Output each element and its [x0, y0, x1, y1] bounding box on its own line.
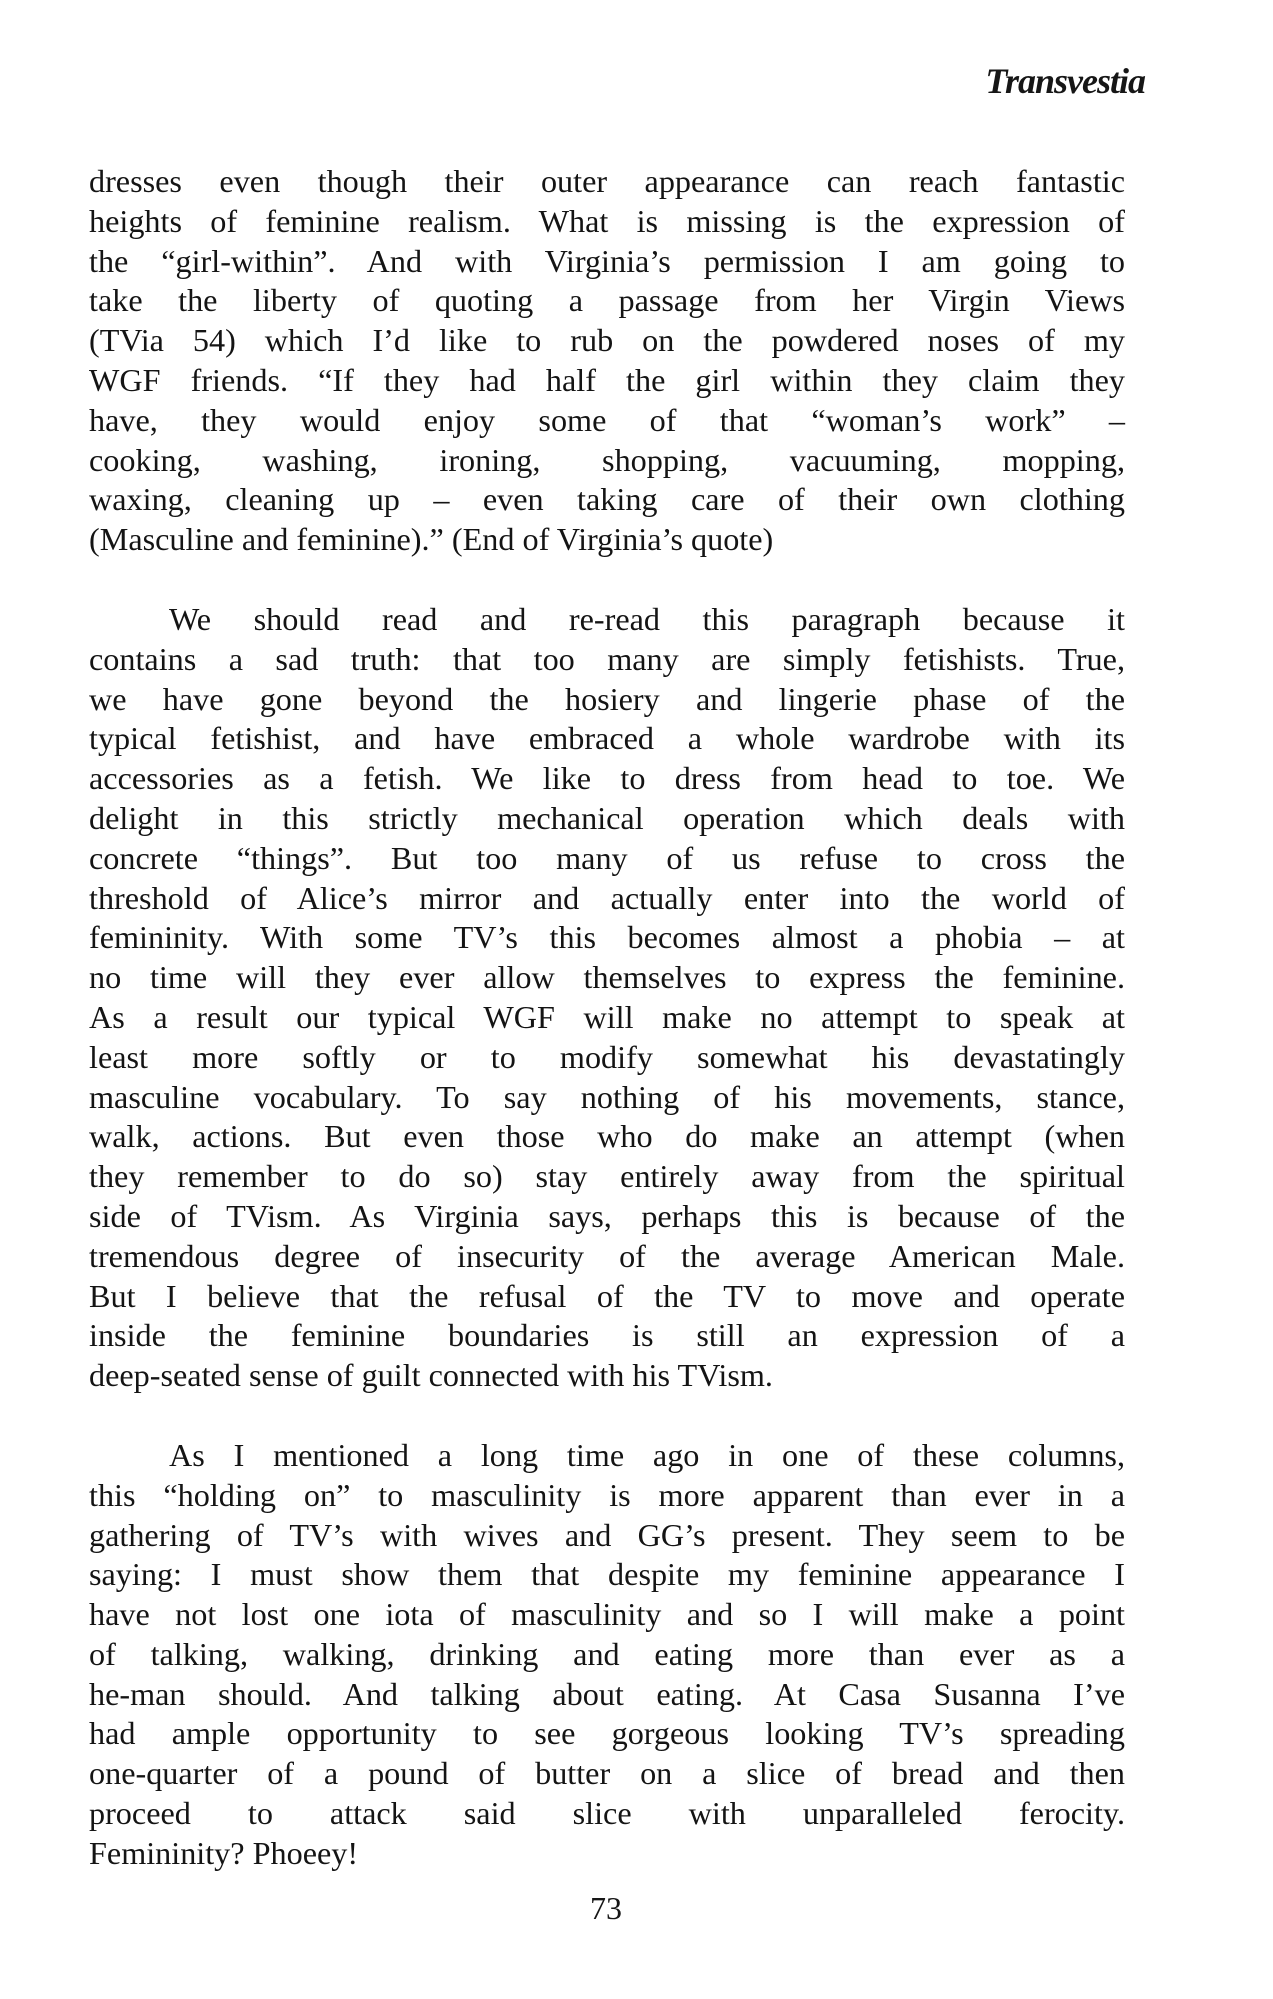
text-line: contains a sad truth: that too many are simply fetishists. True,	[89, 640, 1125, 677]
text-line: have, they would enjoy some of that “woman’s work” –	[89, 401, 1125, 438]
text-line: dresses even though their outer appearance can reach fantastic	[89, 163, 1125, 199]
text-line: delight in this strictly mechanical operation which deals with	[89, 799, 1125, 836]
text-line: he-man should. And talking about eating. At Casa Susanna I’ve	[89, 1675, 1125, 1712]
body-text	[89, 162, 1125, 1874]
text-line: gathering of TV’s with wives and GG’s present. They seem to be	[89, 1516, 1125, 1553]
text-line: waxing, cleaning up – even taking care of their own clothing	[89, 481, 1125, 518]
text-line: this “holding on” to masculinity is more apparent than ever in a	[89, 1476, 1125, 1513]
text-line: saying: I must show them that despite my feminine appearance I	[89, 1556, 1125, 1593]
text-line: no time will they ever allow themselves to express the feminine.	[89, 959, 1125, 996]
text-line: As I mentioned a long time ago in one of these columns,	[169, 1436, 1125, 1473]
running-head: Transvestia	[985, 61, 1145, 101]
text-line: side of TVism. As Virginia says, perhaps this is because of the	[89, 1197, 1125, 1234]
text-line: had ample opportunity to see gorgeous looking TV’s spreading	[89, 1715, 1125, 1752]
text-line: one-quarter of a pound of butter on a slice of bread and then	[89, 1755, 1125, 1792]
text-line: of talking, walking, drinking and eating more than ever as a	[89, 1635, 1125, 1672]
text-line: inside the feminine boundaries is still an expression of a	[89, 1317, 1125, 1354]
text-line: (Masculine and feminine).” (End of Virginia’s quote)	[89, 521, 774, 558]
text-line: masculine vocabulary. To say nothing of his movements, stance,	[89, 1078, 1125, 1115]
text-line: the “girl-within”. And with Virginia’s permission I am going to	[89, 242, 1125, 279]
paragraph-3	[89, 1436, 1125, 1874]
text-line: tremendous degree of insecurity of the average American Male.	[89, 1237, 1125, 1274]
text-line: we have gone beyond the hosiery and lingerie phase of the	[89, 680, 1125, 717]
paragraph-1	[89, 162, 1125, 560]
text-line: But I believe that the refusal of the TV to move and operate	[89, 1277, 1125, 1314]
text-line: We should read and re-read this paragraph because it	[169, 600, 1125, 637]
text-line: walk, actions. But even those who do make an attempt (when	[89, 1118, 1125, 1155]
text-line: accessories as a fetish. We like to dress from head to toe. We	[89, 760, 1125, 797]
paragraph-gap	[89, 1396, 1125, 1436]
text-line: typical fetishist, and have embraced a whole wardrobe with its	[89, 720, 1125, 757]
text-line: concrete “things”. But too many of us refuse to cross the	[89, 839, 1125, 876]
text-line: least more softly or to modify somewhat his devastatingly	[89, 1038, 1125, 1075]
text-line: threshold of Alice’s mirror and actually enter into the world of	[89, 879, 1125, 916]
text-line: proceed to attack said slice with unparalleled ferocity.	[89, 1795, 1125, 1832]
text-line: Femininity? Phoeey!	[89, 1834, 359, 1871]
text-line: heights of feminine realism. What is missing is the expression of	[89, 202, 1125, 239]
text-line: (TVia 54) which I’d like to rub on the powdered noses of my	[89, 322, 1125, 359]
text-line: As a result our typical WGF will make no attempt to speak at	[89, 998, 1125, 1035]
paragraph-gap	[89, 560, 1125, 600]
text-line: take the liberty of quoting a passage from her Virgin Views	[89, 282, 1125, 319]
text-line: they remember to do so) stay entirely away from the spiritual	[89, 1158, 1125, 1195]
text-line: WGF friends. “If they had half the girl within they claim they	[89, 361, 1125, 398]
page-number: 73	[590, 1890, 622, 1926]
text-line: cooking, washing, ironing, shopping, vacuuming, mopping,	[89, 441, 1125, 478]
text-line: have not lost one iota of masculinity and so I will make a point	[89, 1596, 1125, 1633]
text-line: deep-seated sense of guilt connected with his TVism.	[89, 1357, 773, 1394]
text-line: femininity. With some TV’s this becomes almost a phobia – at	[89, 919, 1125, 956]
paragraph-2	[89, 600, 1125, 1396]
